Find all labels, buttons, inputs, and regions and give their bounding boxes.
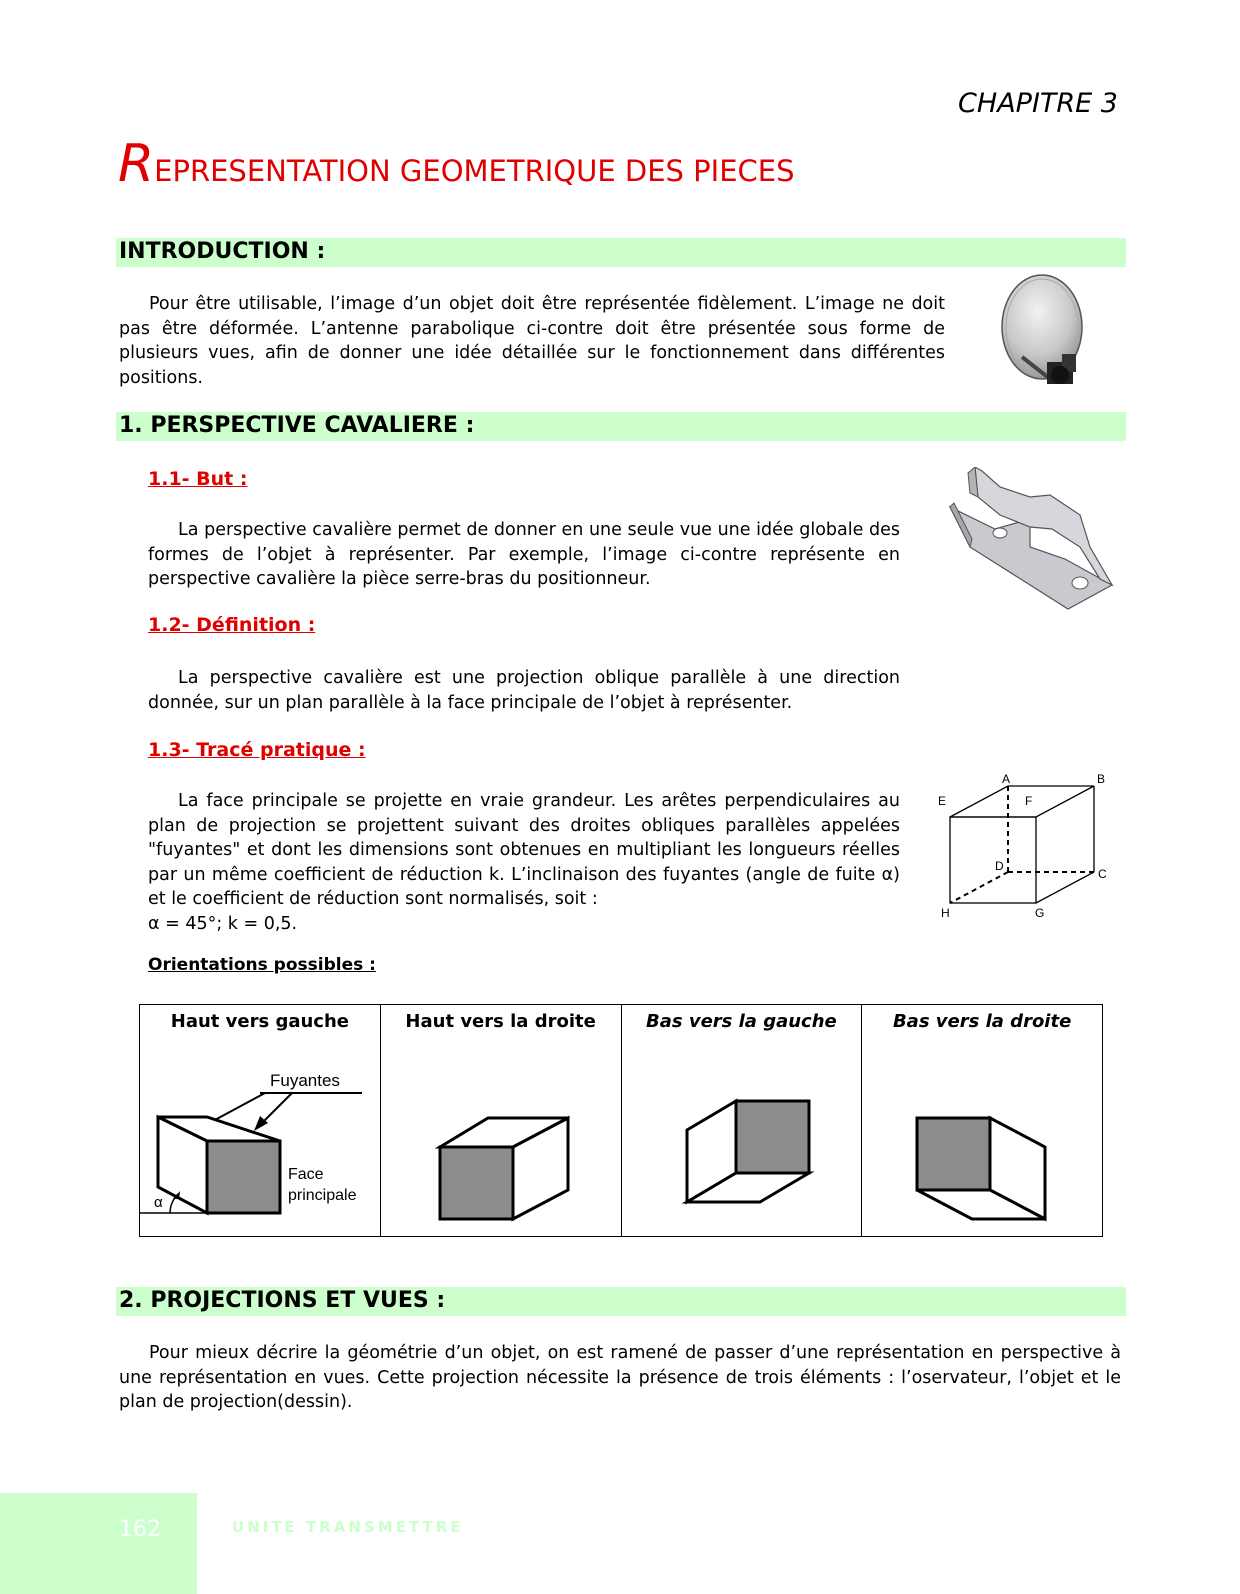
orientations-table	[139, 1004, 1103, 1237]
cube-label-b: B	[1097, 774, 1106, 786]
section-bar-introduction	[116, 238, 1126, 267]
orientations-title: Orientations possibles :	[148, 955, 376, 975]
section-bar-projections	[116, 1287, 1126, 1316]
cube-label-g: G	[1035, 906, 1045, 919]
face-label: Face	[288, 1166, 324, 1183]
trace-formula: α = 45°; k = 0,5.	[148, 913, 298, 934]
but-text: La perspective cavalière permet de donner en une seule vue une idée globale des formes de l’objet à représenter. Par exemple, l’image ci-contre représente en perspective cavalière la pièce serre-bras du positionneur.	[148, 520, 900, 589]
cube-haut-droite	[381, 1005, 621, 1237]
intro-paragraph	[119, 292, 945, 390]
orientation-cell-haut-gauche	[140, 1005, 381, 1237]
title-initial: R	[118, 134, 155, 194]
cube-haut-gauche	[140, 1005, 380, 1237]
subheading-but: 1.1- But :	[148, 468, 248, 490]
orientation-label: Haut vers la droite	[405, 1011, 596, 1032]
labelled-cube-diagram	[935, 774, 1110, 919]
fuyantes-label: Fuyantes	[270, 1071, 340, 1090]
serre-bras-part-image	[940, 467, 1120, 617]
orientation-cell-haut-droite	[380, 1005, 621, 1237]
subheading-definition: 1.2- Définition :	[148, 614, 316, 636]
cube-label-f: F	[1025, 794, 1033, 808]
orientation-cell-bas-gauche	[621, 1005, 862, 1237]
page-title	[118, 134, 795, 194]
projections-paragraph	[119, 1341, 1121, 1415]
section-heading: INTRODUCTION :	[119, 239, 326, 264]
section-bar-perspective	[116, 412, 1126, 441]
orientation-label: Haut vers gauche	[170, 1011, 349, 1032]
cube-label-h: H	[941, 906, 950, 919]
definition-text: La perspective cavalière est une projection oblique parallèle à une direction donnée, sur un plan parallèle à la face principale de l’objet à représenter.	[148, 668, 900, 713]
definition-paragraph	[148, 666, 900, 715]
cube-label-d: D	[995, 859, 1004, 873]
projections-text: Pour mieux décrire la géométrie d’un objet, on est ramené de passer d’une représentation en perspective à une représentation en vues. Cette projection nécessite la présence de trois éléments : l’oservateur, l’objet et le plan de projection(dessin).	[119, 1343, 1121, 1412]
cube-bas-droite	[862, 1005, 1102, 1237]
trace-text: La face principale se projette en vraie grandeur. Les arêtes perpendiculaires au plan de projection se projettent suivant des droites obliques parallèles appelées "fuyantes" et dont les dimensions sont obtenues en multipliant les longueurs réelles par un même coefficient de réduction k. L’inclinaison des fuyantes (angle de fuite α) et le coefficient de réduction sont normalisés, soit :	[148, 791, 900, 909]
unit-label: UNITE TRANSMETTRE	[232, 1518, 464, 1536]
satellite-dish-image	[992, 272, 1102, 402]
section-heading: 1. PERSPECTIVE CAVALIERE :	[119, 413, 475, 438]
cube-label-a: A	[1002, 774, 1011, 786]
alpha-label: α	[154, 1194, 163, 1211]
principale-label: principale	[288, 1187, 357, 1204]
cube-bas-gauche	[622, 1005, 862, 1237]
cube-label-c: C	[1098, 867, 1107, 881]
but-paragraph	[148, 518, 900, 592]
title-rest: EPRESENTATION GEOMETRIQUE DES PIECES	[154, 154, 795, 188]
subheading-trace: 1.3- Tracé pratique :	[148, 739, 366, 761]
page-number: 162	[119, 1517, 161, 1542]
chapter-label: CHAPITRE 3	[958, 88, 1118, 119]
cube-label-e: E	[938, 794, 947, 808]
footer-bar	[0, 1493, 197, 1594]
orientation-label: Bas vers la droite	[892, 1011, 1072, 1032]
section-heading: 2. PROJECTIONS ET VUES :	[119, 1288, 446, 1313]
intro-text: Pour être utilisable, l’image d’un objet doit être représentée fidèlement. L’image ne doit pas être déformée. L’antenne parabolique ci-contre doit être présentée sous forme de plusieurs vues, afin de donner une idée détaillée sur le fonctionnement dans différentes positions.	[119, 294, 945, 388]
trace-paragraph	[148, 789, 900, 936]
orientation-cell-bas-droite	[862, 1005, 1103, 1237]
orientation-label: Bas vers la gauche	[645, 1011, 837, 1032]
